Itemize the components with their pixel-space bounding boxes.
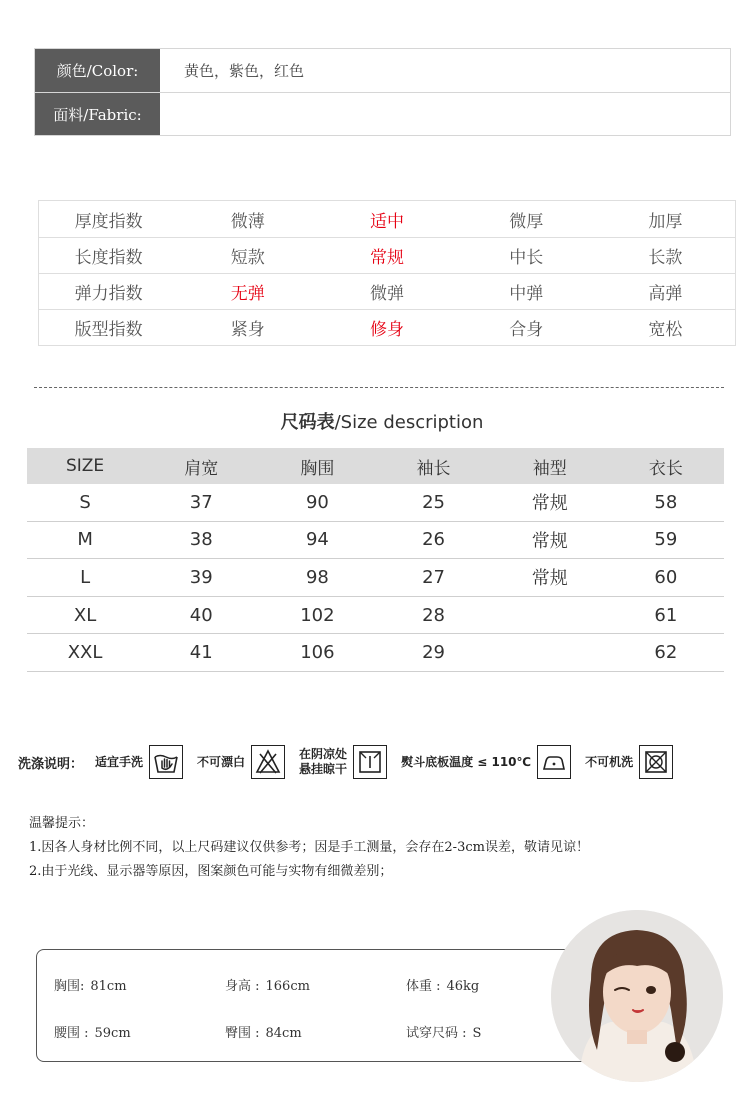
index-name: 厚度指数 <box>74 211 143 232</box>
no-bleach-icon <box>251 745 285 779</box>
no-machine-wash-icon <box>639 745 673 779</box>
model-info-box <box>36 949 616 1062</box>
model-waist-label: 腰围 : <box>54 1026 89 1041</box>
table-row <box>27 634 724 672</box>
index-option: 修身 <box>370 320 404 340</box>
table-cell: 常规 <box>531 530 568 552</box>
index-option: 短款 <box>230 248 265 268</box>
table-cell: 62 <box>654 642 678 664</box>
table-cell: 29 <box>422 642 445 664</box>
table-row <box>27 597 724 635</box>
index-row-length <box>39 237 735 273</box>
model-height-label: 身高 : <box>225 979 260 994</box>
care-lead: 洗涤说明： <box>18 756 84 772</box>
table-cell: 40 <box>189 604 213 626</box>
index-option: 微薄 <box>230 211 265 232</box>
model-waist-value: 59cm <box>94 1026 131 1041</box>
color-value: 黄色，紫色，红色 <box>184 62 305 80</box>
table-cell: 常规 <box>531 493 568 515</box>
table-cell: 59 <box>654 529 678 551</box>
index-option: 中长 <box>509 248 544 268</box>
table-cell <box>492 597 608 634</box>
care-instructions <box>18 744 730 780</box>
model-hip-value: 84cm <box>265 1026 302 1041</box>
index-option: 合身 <box>509 320 544 340</box>
table-cell: XXL <box>67 642 103 664</box>
table-cell: 39 <box>189 566 213 588</box>
color-label: 颜色/Color: <box>35 49 160 92</box>
model-trial-size <box>406 1022 481 1041</box>
index-row-elasticity <box>39 273 735 309</box>
size-chart-title-rest: /Size description <box>334 412 484 433</box>
table-cell: 102 <box>300 604 335 626</box>
table-cell: 28 <box>422 604 445 626</box>
table-cell: 27 <box>422 566 445 588</box>
hand-wash-icon <box>149 745 183 779</box>
table-cell: 25 <box>422 491 445 513</box>
index-option: 高弹 <box>648 284 683 304</box>
table-cell: 94 <box>305 529 329 551</box>
size-table-header <box>27 448 724 484</box>
tips-line: 2.由于光线、显示器等原因，图案颜色可能与实物有细微差别； <box>29 864 393 879</box>
model-weight-label: 体重 : <box>406 979 441 994</box>
index-option: 常规 <box>370 248 404 268</box>
index-option: 长款 <box>648 248 683 268</box>
header-cell: 衣长 <box>648 458 683 479</box>
index-row-thickness <box>39 201 735 237</box>
care-text: 不可漂白 <box>197 754 246 769</box>
index-option: 加厚 <box>648 211 683 232</box>
header-cell: 袖型 <box>532 458 567 479</box>
table-cell: L <box>80 566 91 588</box>
care-item-hang-dry <box>299 745 387 779</box>
index-option: 紧身 <box>230 320 265 340</box>
tips-title: 温馨提示： <box>29 816 95 831</box>
table-cell: 26 <box>422 529 445 551</box>
table-row <box>27 559 724 597</box>
table-cell: M <box>77 529 93 551</box>
header-cell: 胸围 <box>300 458 335 479</box>
model-hip-label: 臀围 : <box>225 1026 260 1041</box>
care-item-no-machine-wash <box>585 745 673 779</box>
index-option: 适中 <box>370 211 404 232</box>
model-trial-label: 试穿尺码 : <box>406 1026 467 1041</box>
care-item-hand-wash <box>95 745 183 779</box>
care-text <box>299 747 347 777</box>
index-name: 弹力指数 <box>74 284 143 304</box>
index-grid <box>38 200 736 346</box>
fabric-label: 面料/Fabric: <box>35 93 160 135</box>
color-row <box>35 49 730 92</box>
index-option: 中弹 <box>509 284 544 304</box>
index-option: 微弹 <box>370 284 404 304</box>
care-text: 熨斗底板温度 ≤ 110℃ <box>401 754 532 769</box>
table-cell: 38 <box>189 529 213 551</box>
tips <box>29 812 589 884</box>
header-cell: 袖长 <box>416 458 451 479</box>
model-hip <box>225 1022 302 1041</box>
table-row <box>27 522 724 560</box>
care-item-no-bleach <box>197 745 285 779</box>
model-avatar <box>551 910 723 1082</box>
index-name: 长度指数 <box>74 248 143 268</box>
table-cell: 61 <box>654 604 678 626</box>
table-cell: 37 <box>189 491 213 513</box>
table-cell: 常规 <box>531 568 568 590</box>
tips-line: 1.因各人身材比例不同，以上尺码建议仅供参考；因是手工测量，会存在2-3cm误差，敬请见谅！ <box>29 840 589 855</box>
table-cell <box>492 634 608 671</box>
spec-table <box>34 48 731 136</box>
hang-dry-icon <box>353 745 387 779</box>
model-height <box>225 975 310 994</box>
care-text-line: 悬挂晾干 <box>299 762 348 776</box>
model-waist <box>54 1022 131 1041</box>
model-weight <box>406 975 479 994</box>
table-cell: 90 <box>305 491 329 513</box>
iron-low-icon <box>537 745 571 779</box>
care-text: 适宜手洗 <box>95 754 144 769</box>
model-bust-label: 胸围: <box>54 979 85 994</box>
section-divider <box>34 387 724 388</box>
care-text-line: 在阴凉处 <box>299 747 348 761</box>
table-cell: 58 <box>654 491 678 513</box>
model-weight-value: 46kg <box>446 979 480 994</box>
table-cell: XL <box>73 604 97 626</box>
index-option: 宽松 <box>648 320 683 340</box>
model-height-value: 166cm <box>265 979 310 994</box>
care-text: 不可机洗 <box>585 754 634 769</box>
table-cell: 106 <box>300 642 335 664</box>
index-option: 无弹 <box>230 284 265 304</box>
fabric-value <box>160 93 730 135</box>
header-cell: SIZE <box>65 456 105 476</box>
care-item-iron <box>401 745 571 779</box>
model-trial-value: S <box>472 1026 482 1041</box>
model-bust-value: 81cm <box>90 979 127 994</box>
header-cell: 肩宽 <box>184 458 219 479</box>
fabric-row <box>35 92 730 135</box>
table-cell: 41 <box>189 642 213 664</box>
size-chart-title <box>0 408 750 434</box>
table-cell: 98 <box>305 566 329 588</box>
model-bust <box>54 975 127 994</box>
size-table <box>27 448 724 672</box>
table-cell: 60 <box>654 566 678 588</box>
size-chart-title-bold: 尺码表 <box>280 412 335 433</box>
index-name: 版型指数 <box>74 320 143 340</box>
index-row-fit <box>39 309 735 345</box>
index-option: 微厚 <box>509 211 544 232</box>
table-row <box>27 484 724 522</box>
table-cell: S <box>79 491 91 513</box>
